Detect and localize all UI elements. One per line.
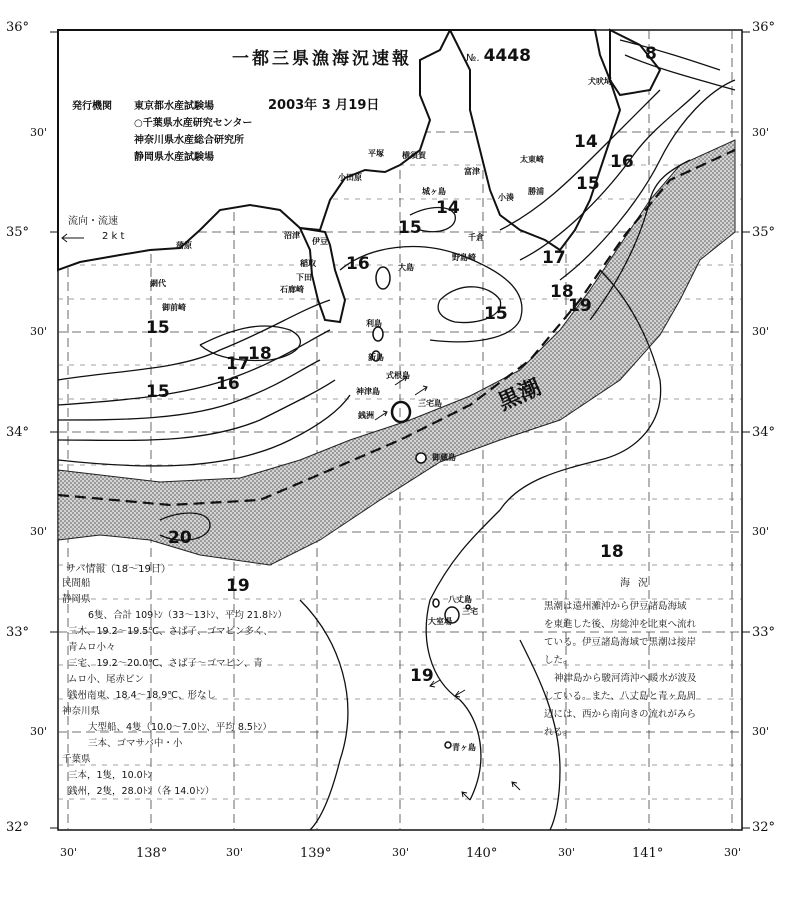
lat-label-right: 33° (752, 625, 776, 640)
lat-label-right: 34° (752, 425, 776, 440)
lat-label-right: 30' (752, 525, 770, 538)
place-label: 小湊 (498, 193, 514, 202)
isotherm-label: 14 (436, 198, 460, 218)
sea-line: 黒潮は遠州灘沖から伊豆諸島海域 (544, 601, 687, 612)
lon-label: 30' (226, 846, 244, 859)
isotherm-label: 16 (610, 152, 634, 172)
place-label: 大室場 (428, 617, 452, 626)
sea-line: れる。 (544, 727, 573, 738)
place-label: 式根島 (386, 371, 410, 380)
place-label: 新島 (368, 353, 384, 362)
info-line: 三本、ゴマサバ中・小 (88, 738, 183, 749)
place-label: 御前崎 (162, 303, 186, 312)
publisher-label: 発行機関 (72, 101, 112, 112)
lat-label-right: 30' (752, 325, 770, 338)
publisher-org: ○千葉県水産研究センター (134, 118, 253, 129)
place-label: 小田原 (338, 173, 362, 182)
info-line: 三宅、19.2～20.0℃、さば子～ゴマビン、青 (68, 658, 263, 669)
place-label: 伊豆 (312, 237, 328, 246)
info-line: 6隻、合計 109ﾄﾝ（33～13ﾄﾝ、平均 21.8ﾄﾝ） (88, 610, 288, 621)
place-label: 御蔵島 (432, 453, 456, 462)
lat-label-left: 32° (6, 820, 30, 835)
place-label: 平塚 (368, 149, 384, 158)
info-line: 静岡県 (62, 594, 91, 605)
place-label: 下田 (296, 273, 312, 282)
lat-label-right: 36° (752, 20, 776, 35)
lon-label: 30' (724, 846, 742, 859)
flow-legend-label: 流向・流速 (68, 216, 118, 227)
publisher-org: 静岡県水産試験場 (134, 152, 214, 163)
lat-label-right: 32° (752, 820, 776, 835)
sea-conditions (544, 598, 740, 742)
lat-label-right: 35° (752, 225, 776, 240)
lat-label-left: 30' (30, 725, 48, 738)
issue-number-value: 4448 (483, 46, 531, 66)
sea-line: した。 (544, 655, 573, 666)
place-label: 横須賀 (402, 151, 426, 160)
lon-label: 139° (300, 846, 332, 861)
publish-date: 2003年 3 月19日 (268, 98, 380, 113)
isotherm-label: 14 (574, 132, 598, 152)
place-label: 犬吠埼 (588, 77, 612, 86)
place-label: 稲取 (300, 259, 316, 268)
place-label: 八丈島 (448, 595, 472, 604)
isotherm-label: 15 (398, 218, 422, 238)
isotherm-label: 19 (410, 666, 434, 686)
isotherm-label: 18 (550, 282, 574, 302)
map-title: 一都三県漁海況速報 (232, 49, 412, 69)
lon-label: 30' (392, 846, 410, 859)
isotherm-label: 16 (216, 374, 240, 394)
info-line: 大型船、4隻（10.0～7.0ﾄﾝ、平均 8.5ﾄﾝ） (88, 722, 272, 733)
lon-label: 138° (136, 846, 168, 861)
info-line: 三本，1隻，10.0ﾄﾝ (68, 770, 153, 781)
isotherm-label: 15 (484, 304, 508, 324)
isotherm-label: 18 (600, 542, 624, 562)
place-label: 三宅 (462, 607, 478, 616)
lat-label-left: 30' (30, 325, 48, 338)
flow-legend (68, 212, 124, 242)
isotherm-label: 20 (168, 528, 192, 548)
lat-label-right: 30' (752, 725, 770, 738)
place-label: 千倉 (468, 233, 484, 242)
publisher-org: 東京都水産試験場 (134, 101, 214, 112)
place-label: 野島崎 (452, 253, 476, 262)
isotherm-label: 15 (146, 382, 170, 402)
place-label: 勝浦 (528, 187, 544, 196)
info-line: 三木、19.2～19.5℃、さば子、ゴマビン多く、 (68, 626, 273, 637)
lat-label-left: 35° (6, 225, 30, 240)
place-label: 太東崎 (520, 155, 544, 164)
place-label: 石廊崎 (280, 285, 304, 294)
lat-label-left: 30' (30, 126, 48, 139)
place-label: 富津 (464, 167, 480, 176)
info-line: 青ムロ小々 (68, 642, 116, 653)
mackerel-info-title: サバ情報（18～19日） (66, 564, 171, 575)
lat-label-left: 36° (6, 20, 30, 35)
mackerel-info (62, 576, 352, 800)
sea-line: 神津島から駿河湾沖へ暖水が波及 (554, 673, 697, 684)
info-line: 銭州南東、18.4～18.9℃、形なし (68, 690, 216, 701)
lon-label: 140° (466, 846, 498, 861)
place-label: 神津島 (356, 387, 380, 396)
sea-line: 辺には、西から南向きの流れがみら (544, 709, 697, 720)
place-label: 青ヶ島 (452, 743, 476, 752)
place-label: 三宅島 (418, 399, 442, 408)
info-line: ムロ小、尾赤ビン (68, 674, 145, 685)
lon-label: 30' (60, 846, 78, 859)
lat-label-right: 30' (752, 126, 770, 139)
place-label: 大島 (398, 263, 414, 272)
lat-label-left: 34° (6, 425, 30, 440)
lon-label: 141° (632, 846, 664, 861)
info-line: 銭州，2隻，28.0ﾄﾝ（各 14.0ﾄﾝ） (68, 786, 215, 797)
publisher-org: 神奈川県水産総合研究所 (134, 135, 244, 146)
place-label: 城ヶ島 (422, 187, 446, 196)
isotherm-label: 17 (542, 248, 566, 268)
place-label: 網代 (150, 279, 166, 288)
lon-label: 30' (558, 846, 576, 859)
place-label: 沼津 (284, 231, 300, 240)
place-label: 銭洲 (358, 411, 374, 420)
issue-number (466, 46, 531, 66)
kuroshio-label: 黒潮 (494, 374, 546, 416)
isotherm-label: 8 (645, 44, 657, 64)
place-label: 利島 (366, 319, 382, 328)
isotherm-label: 18 (248, 344, 272, 364)
info-line: 神奈川県 (62, 706, 101, 717)
sea-line: を東進した後、房総沖を北東へ流れ (544, 619, 697, 630)
sea-conditions-title: 海況 (620, 578, 656, 589)
flow-legend-scale: 2 k t (102, 231, 125, 242)
isotherm-label: 17 (226, 354, 250, 374)
lat-label-left: 30' (30, 525, 48, 538)
issue-prefix: №. (466, 53, 480, 64)
sea-line: ている。伊豆諸島海域で黒潮は接岸 (544, 637, 697, 648)
isotherm-label: 19 (226, 576, 250, 596)
publisher-block (72, 98, 252, 166)
isotherm-label: 16 (346, 254, 370, 274)
isotherm-label: 19 (568, 296, 592, 316)
place-label: 蒲原 (176, 241, 192, 250)
lat-label-left: 33° (6, 625, 30, 640)
isotherm-label: 15 (146, 318, 170, 338)
info-line: 民間船 (62, 578, 91, 589)
info-line: 千葉県 (62, 754, 91, 765)
isotherm-label: 15 (576, 174, 600, 194)
sea-line: している。また、八丈島と青ヶ島周 (544, 691, 697, 702)
